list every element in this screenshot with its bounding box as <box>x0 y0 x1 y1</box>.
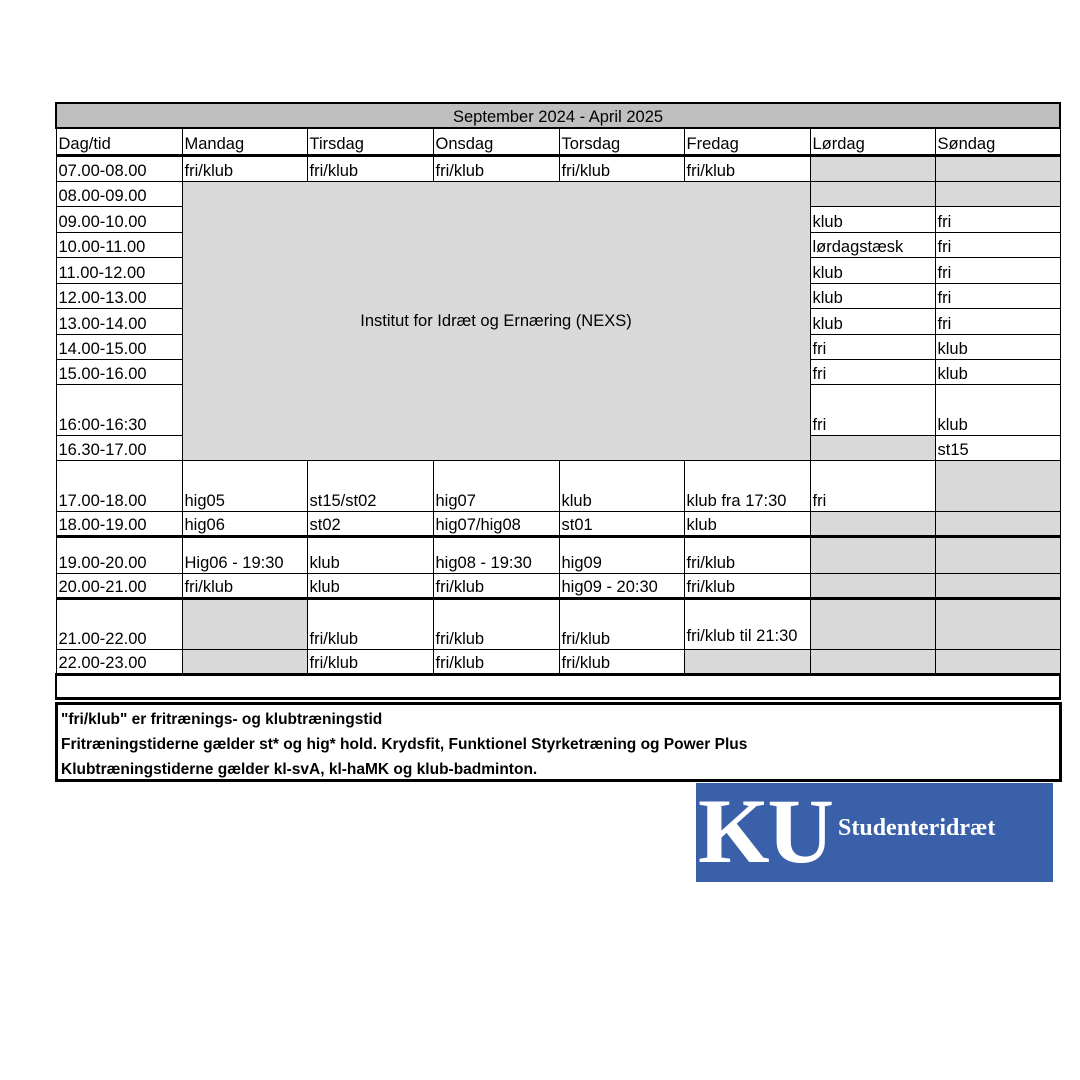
slot-cell: fri/klub <box>433 649 559 674</box>
slot-cell: fri/klub <box>182 155 307 181</box>
slot-cell: st02 <box>307 511 433 536</box>
time-cell: 08.00-09.00 <box>56 181 182 206</box>
header-thursday: Torsdag <box>559 128 684 155</box>
slot-cell: fri/klub <box>433 573 559 598</box>
time-cell: 14.00-15.00 <box>56 334 182 359</box>
slot-cell: st15 <box>935 435 1060 460</box>
slot-cell-empty <box>182 598 307 649</box>
slot-cell-empty <box>810 649 935 674</box>
slot-cell-empty <box>935 573 1060 598</box>
slot-cell-empty <box>810 598 935 649</box>
slot-cell-empty <box>810 573 935 598</box>
time-cell: 22.00-23.00 <box>56 649 182 674</box>
time-cell: 07.00-08.00 <box>56 155 182 181</box>
note-line: Klubtræningstiderne gælder kl-svA, kl-haMK og klub-badminton. <box>61 761 538 778</box>
slot-cell: fri <box>935 308 1060 334</box>
slot-cell-empty <box>810 155 935 181</box>
slot-cell-empty <box>684 649 810 674</box>
schedule-title: September 2024 - April 2025 <box>56 103 1060 128</box>
slot-cell: fri <box>935 283 1060 308</box>
slot-cell: klub <box>935 359 1060 384</box>
time-cell: 17.00-18.00 <box>56 460 182 511</box>
time-cell: 21.00-22.00 <box>56 598 182 649</box>
slot-cell: fri <box>935 257 1060 283</box>
time-cell: 11.00-12.00 <box>56 257 182 283</box>
notes-box <box>55 702 1062 782</box>
slot-cell: fri/klub til 21:30 <box>684 598 810 649</box>
slot-cell: klub <box>559 460 684 511</box>
slot-cell: klub fra 17:30 <box>684 460 810 511</box>
slot-cell: fri <box>935 232 1060 257</box>
slot-cell: fri/klub <box>433 155 559 181</box>
slot-cell: klub <box>935 384 1060 435</box>
header-wednesday: Onsdag <box>433 128 559 155</box>
logo-mark: KU <box>698 780 832 882</box>
slot-cell: klub <box>810 257 935 283</box>
header-friday: Fredag <box>684 128 810 155</box>
slot-cell-empty <box>935 536 1060 573</box>
schedule-table <box>55 102 1061 700</box>
time-cell: 20.00-21.00 <box>56 573 182 598</box>
time-cell: 10.00-11.00 <box>56 232 182 257</box>
slot-cell: fri <box>935 206 1060 232</box>
header-saturday: Lørdag <box>810 128 935 155</box>
slot-cell-empty <box>810 435 935 460</box>
slot-cell: st15/st02 <box>307 460 433 511</box>
slot-cell: fri/klub <box>684 155 810 181</box>
slot-cell: Hig06 - 19:30 <box>182 536 307 573</box>
time-cell: 16:00-16:30 <box>56 384 182 435</box>
slot-cell: klub <box>307 573 433 598</box>
slot-cell-empty <box>935 511 1060 536</box>
slot-cell-empty <box>935 181 1060 206</box>
slot-cell: hig08 - 19:30 <box>433 536 559 573</box>
institute-block: Institut for Idræt og Ernæring (NEXS) <box>182 181 810 460</box>
slot-cell: klub <box>810 206 935 232</box>
slot-cell-empty <box>935 155 1060 181</box>
spacer-row <box>56 674 1060 698</box>
time-cell: 16.30-17.00 <box>56 435 182 460</box>
slot-cell: klub <box>810 308 935 334</box>
slot-cell: hig09 <box>559 536 684 573</box>
slot-cell-empty <box>935 598 1060 649</box>
slot-cell: fri/klub <box>433 598 559 649</box>
slot-cell: klub <box>307 536 433 573</box>
header-time: Dag/tid <box>56 128 182 155</box>
time-cell: 13.00-14.00 <box>56 308 182 334</box>
slot-cell: fri/klub <box>559 649 684 674</box>
ku-studenteridraet-logo <box>696 780 1053 882</box>
note-line: Fritræningstiderne gælder st* og hig* hold. Krydsfit, Funktionel Styrketræning og Power Plus <box>61 736 748 753</box>
time-cell: 15.00-16.00 <box>56 359 182 384</box>
slot-cell: fri/klub <box>559 598 684 649</box>
slot-cell: fri <box>810 460 935 511</box>
slot-cell: fri/klub <box>307 649 433 674</box>
header-tuesday: Tirsdag <box>307 128 433 155</box>
slot-cell: fri/klub <box>684 536 810 573</box>
logo-text: Studenteridræt <box>838 815 996 841</box>
slot-cell-empty <box>935 460 1060 511</box>
slot-cell: lørdagstæsk <box>810 232 935 257</box>
slot-cell: hig07/hig08 <box>433 511 559 536</box>
note-line: "fri/klub" er fritrænings- og klubtræningstid <box>61 711 383 728</box>
time-cell: 19.00-20.00 <box>56 536 182 573</box>
header-monday: Mandag <box>182 128 307 155</box>
slot-cell: fri/klub <box>307 155 433 181</box>
slot-cell: st01 <box>559 511 684 536</box>
slot-cell-empty <box>182 649 307 674</box>
time-cell: 12.00-13.00 <box>56 283 182 308</box>
slot-cell: fri/klub <box>559 155 684 181</box>
slot-cell-empty <box>810 536 935 573</box>
slot-cell: fri/klub <box>307 598 433 649</box>
slot-cell: fri/klub <box>684 573 810 598</box>
slot-cell: fri <box>810 359 935 384</box>
slot-cell: hig05 <box>182 460 307 511</box>
slot-cell-empty <box>935 649 1060 674</box>
slot-cell-empty <box>810 181 935 206</box>
slot-cell: klub <box>684 511 810 536</box>
slot-cell: fri <box>810 384 935 435</box>
time-cell: 18.00-19.00 <box>56 511 182 536</box>
slot-cell: klub <box>935 334 1060 359</box>
slot-cell-empty <box>810 511 935 536</box>
slot-cell: klub <box>810 283 935 308</box>
slot-cell: fri/klub <box>182 573 307 598</box>
slot-cell: hig09 - 20:30 <box>559 573 684 598</box>
slot-cell: hig07 <box>433 460 559 511</box>
slot-cell: fri <box>810 334 935 359</box>
slot-cell: hig06 <box>182 511 307 536</box>
header-sunday: Søndag <box>935 128 1060 155</box>
time-cell: 09.00-10.00 <box>56 206 182 232</box>
